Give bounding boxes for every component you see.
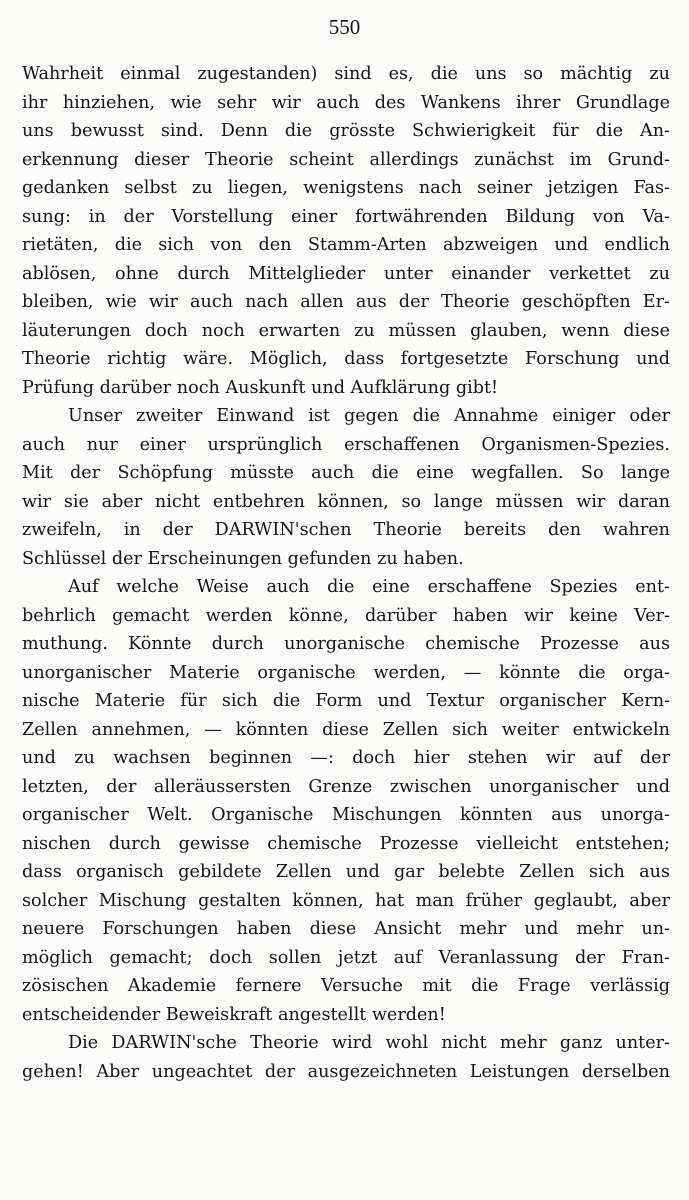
text-line: letzten, der alleräussersten Grenze zwischen unorganischer und (22, 776, 670, 797)
text-line: ihr hinziehen, wie sehr wir auch des Wankens ihrer Grundlage (22, 92, 670, 113)
text-line: gedanken selbst zu liegen, wenigstens nach seiner jetzigen Fas- (22, 178, 670, 198)
text-line: solcher Mischung gestalten können, hat man früher geglaubt, aber (22, 890, 670, 911)
text-line: auch nur einer ursprünglich erschaffenen Organismen-Spezies. (22, 434, 670, 455)
body-text (22, 60, 670, 1086)
text-line: wir sie aber nicht entbehren können, so lange müssen wir daran (22, 491, 670, 512)
text-line: sung: in der Vorstellung einer fortwährenden Bildung von Va- (22, 206, 670, 227)
text-line: uns bewusst sind. Denn die grösste Schwierigkeit für die An- (22, 121, 670, 141)
text-line: Zellen annehmen, — könnten diese Zellen sich weiter entwickeln (22, 719, 670, 740)
text-line: Mit der Schöpfung müsste auch die eine wegfallen. So lange (22, 463, 670, 483)
text-line: Schlüssel der Erscheinungen gefunden zu haben. (22, 548, 464, 569)
text-line: läuterungen doch noch erwarten zu müssen glauben, wenn diese (22, 320, 670, 341)
text-line: rietäten, die sich von den Stamm-Arten abzweigen und endlich (22, 235, 670, 255)
text-line: möglich gemacht; doch sollen jetzt auf Veranlassung der Fran- (22, 947, 670, 968)
text-line: organischer Welt. Organische Mischungen könnten aus unorga- (22, 805, 670, 825)
text-line: ablösen, ohne durch Mittelglieder unter einander verkettet zu (22, 263, 670, 284)
text-line: behrlich gemacht werden könne, darüber haben wir keine Ver- (22, 605, 670, 626)
text-line: zösischen Akademie fernere Versuche mit die Frage verlässig (22, 976, 670, 996)
text-line: Die DARWIN'sche Theorie wird wohl nicht mehr ganz unter- (68, 1033, 670, 1053)
text-line: erkennung dieser Theorie scheint allerdings zunächst im Grund- (22, 149, 670, 170)
text-line: unorganischer Materie organische werden, — könnte die orga- (22, 662, 670, 683)
text-line: dass organisch gebildete Zellen und gar belebte Zellen sich aus (22, 862, 670, 882)
text-line: Wahrheit einmal zugestanden) sind es, die uns so mächtig zu (22, 64, 670, 84)
text-line: nische Materie für sich die Form und Textur organischer Kern- (22, 691, 670, 711)
text-line: Auf welche Weise auch die eine erschaffene Spezies ent- (68, 577, 670, 597)
text-line: muthung. Könnte durch unorganische chemische Prozesse aus (22, 634, 670, 654)
text-line: nischen durch gewisse chemische Prozesse vielleicht entstehen; (22, 833, 670, 854)
page-number: 550 (328, 15, 361, 39)
text-line: und zu wachsen beginnen —: doch hier stehen wir auf der (22, 748, 670, 768)
text-line: zweifeln, in der DARWIN'schen Theorie bereits den wahren (22, 520, 670, 540)
text-line: Unser zweiter Einwand ist gegen die Annahme einiger oder (68, 406, 670, 426)
text-line: neuere Forschungen haben diese Ansicht mehr und mehr un- (22, 919, 670, 939)
text-line: bleiben, wie wir auch nach allen aus der Theorie geschöpften Er- (22, 292, 670, 312)
text-line: entscheidender Beweiskraft angestellt werden! (22, 1004, 446, 1025)
text-line: Theorie richtig wäre. Möglich, dass fortgesetzte Forschung und (22, 349, 670, 369)
text-line: Prüfung darüber noch Auskunft und Aufklärung gibt! (22, 377, 499, 398)
text-line: gehen! Aber ungeachtet der ausgezeichneten Leistungen derselben (22, 1061, 670, 1082)
